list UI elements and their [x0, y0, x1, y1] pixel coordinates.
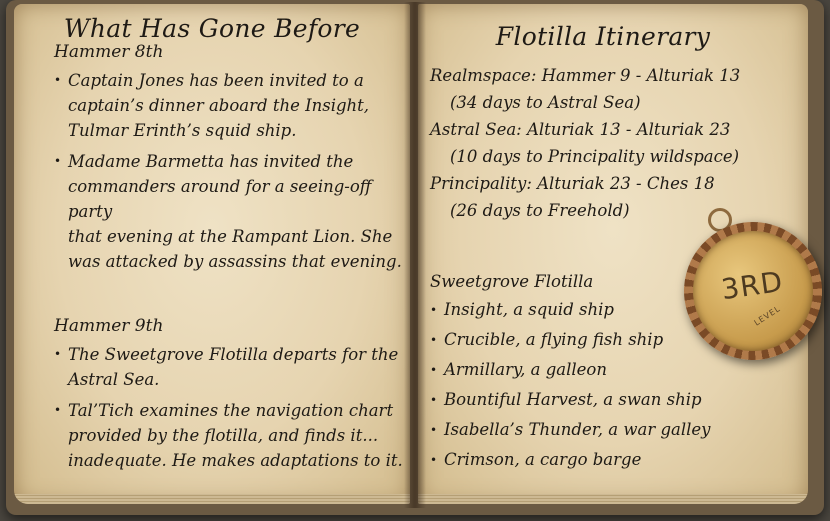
item-line: inadequate. He makes adaptations to it. — [68, 451, 403, 470]
entry-hammer-8 — [54, 42, 404, 274]
ship-list — [430, 295, 730, 475]
leg-route: Principality: Alturiak 23 - Ches 18 — [430, 174, 715, 193]
list-item: • Insight, a squid ship — [430, 295, 730, 325]
list-item: • Bountiful Harvest, a swan ship — [430, 385, 730, 415]
item-line: was attacked by assassins that evening. — [68, 252, 402, 271]
item-line: • Madame Barmetta has invited the — [68, 152, 354, 171]
leg-duration: (34 days to Astral Sea) — [450, 93, 641, 112]
item-line: commanders around for a seeing-off party — [68, 177, 372, 221]
item-line: captain’s dinner aboard the Insight, — [68, 96, 370, 115]
item-line: that evening at the Rampant Lion. She — [68, 227, 393, 246]
entry-hammer-9 — [54, 316, 404, 473]
medal-label: LEVEL — [752, 303, 783, 328]
item-line: • Captain Jones has been invited to a — [68, 71, 364, 90]
list-item — [54, 342, 404, 392]
list-item — [54, 68, 404, 143]
itinerary-leg — [430, 116, 802, 170]
leg-duration: (26 days to Freehold) — [450, 201, 630, 220]
entry-list — [54, 342, 404, 473]
item-line: Tulmar Erinth’s squid ship. — [68, 121, 297, 140]
list-item: • Crimson, a cargo barge — [430, 445, 730, 475]
list-item: • Armillary, a galleon — [430, 355, 730, 385]
itinerary-leg — [430, 62, 802, 116]
item-line: • The Sweetgrove Flotilla departs for the — [68, 345, 399, 364]
left-page — [14, 4, 410, 504]
entry-date: Hammer 8th — [54, 42, 164, 62]
item-line: • Tal’Tich examines the navigation chart — [68, 401, 394, 420]
leg-duration: (10 days to Principality wildspace) — [450, 147, 740, 166]
item-line: provided by the flotilla, and finds it... — [68, 426, 379, 445]
entry-list — [54, 68, 404, 274]
list-item — [54, 149, 404, 274]
itinerary-leg — [430, 170, 802, 224]
medal-level: 3RD — [719, 264, 786, 307]
right-page-title: Flotilla Itinerary — [495, 22, 711, 51]
medal-face — [685, 223, 821, 359]
flotilla-title: Sweetgrove Flotilla — [430, 272, 594, 291]
page-edge — [14, 494, 410, 504]
leg-route: Astral Sea: Alturiak 13 - Alturiak 23 — [430, 120, 731, 139]
page-edge — [418, 494, 808, 504]
itinerary — [430, 62, 802, 224]
left-page-title: What Has Gone Before — [63, 14, 361, 43]
list-item: • Crucible, a flying fish ship — [430, 325, 730, 355]
book-gutter — [404, 2, 426, 508]
list-item — [54, 398, 404, 473]
item-line: Astral Sea. — [68, 370, 160, 389]
entry-date: Hammer 9th — [54, 316, 164, 336]
leg-route: Realmspace: Hammer 9 - Alturiak 13 — [430, 66, 741, 85]
list-item: • Isabella’s Thunder, a war galley — [430, 415, 730, 445]
